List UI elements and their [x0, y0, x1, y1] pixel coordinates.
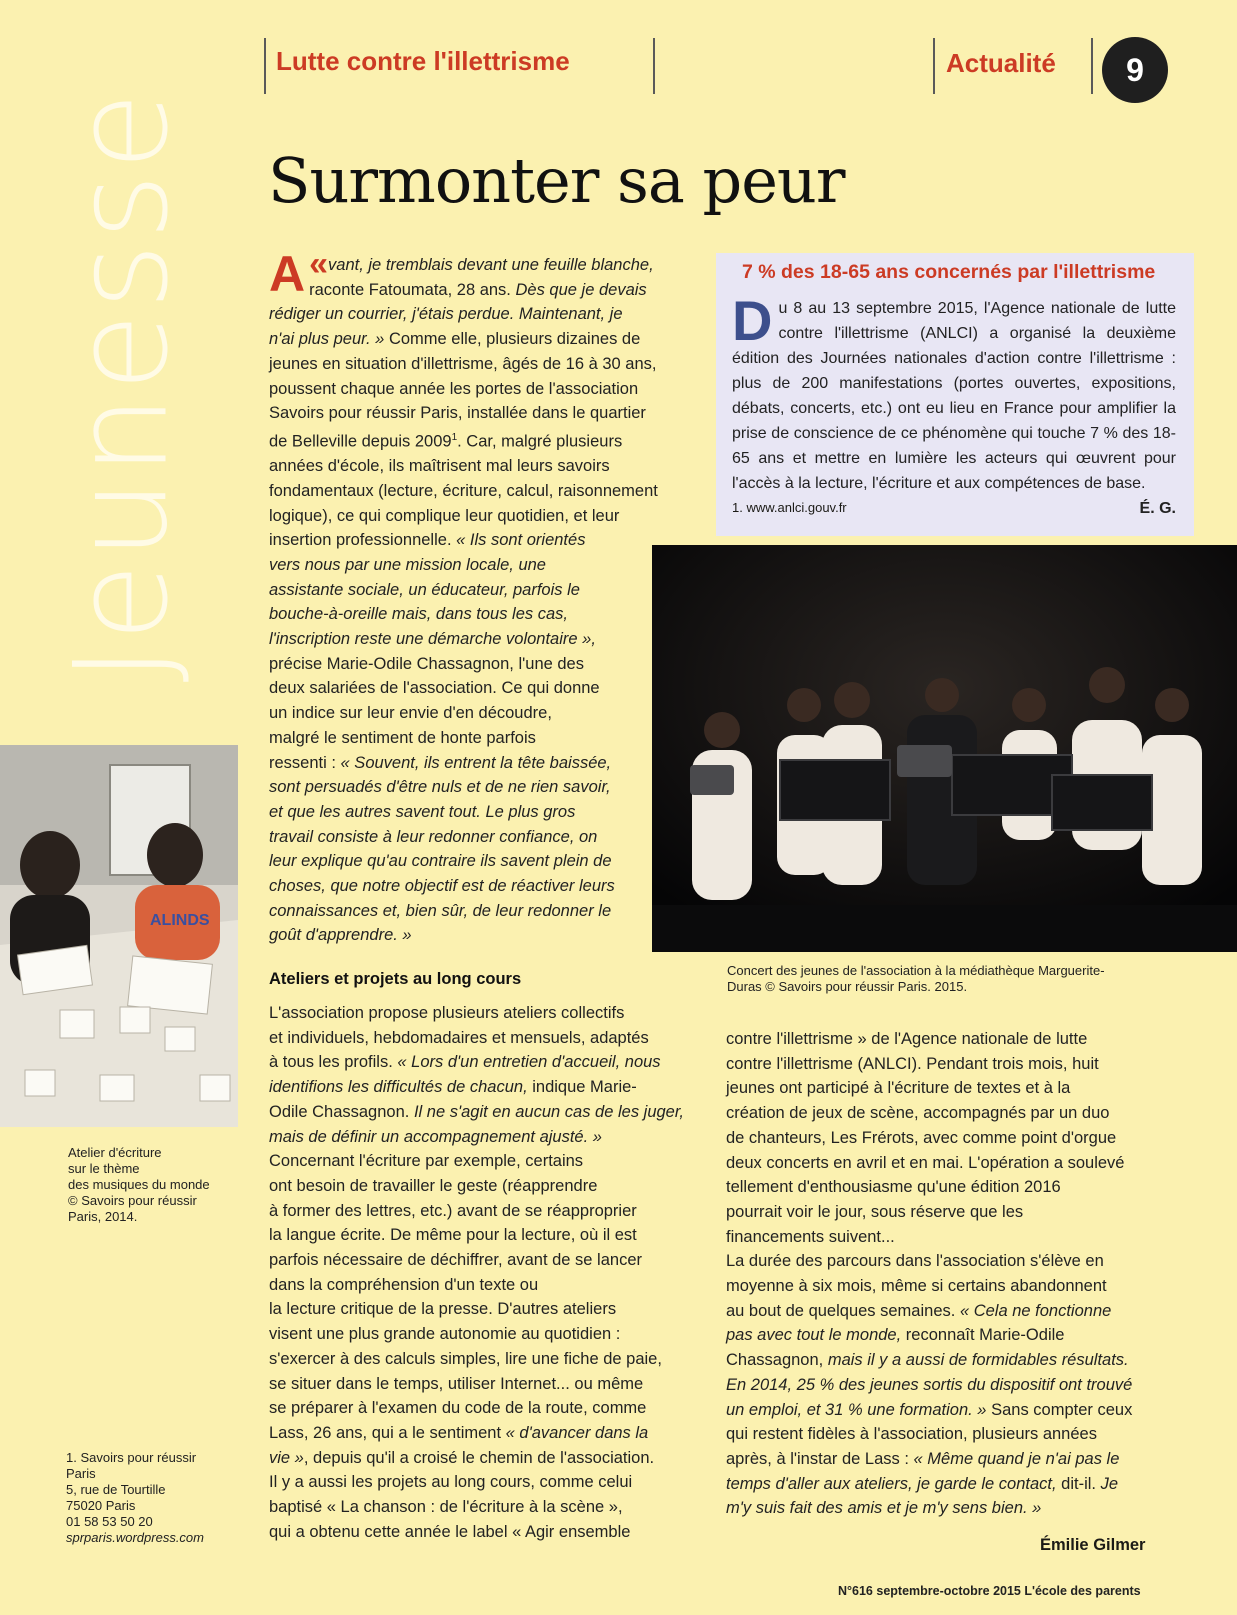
workshop-photo	[0, 745, 238, 1127]
header-rule-left	[264, 38, 266, 94]
text-line: jeunes ont participé à l'écriture de textes et à la	[726, 1079, 1071, 1098]
text-line: Odile Chassagnon.	[269, 1102, 410, 1121]
footnote-url: sprparis.wordpress.com	[66, 1530, 204, 1545]
text-line: qui restent fidèles à l'association, plusieurs années	[726, 1425, 1097, 1444]
article-intro	[269, 245, 699, 948]
text-line: contre l'illettrisme » de l'Agence nationale de lutte	[726, 1030, 1088, 1048]
text-line: se préparer à l'examen du code de la route, comme	[269, 1399, 647, 1418]
text-line: identifions les difficultés de chacun,	[269, 1078, 528, 1097]
text-line: après, à l'instar de Lass :	[726, 1449, 909, 1468]
text-line: création de jeux de scène, accompagnés par un duo	[726, 1104, 1110, 1123]
info-box-title: 7 % des 18-65 ans concernés par l'illettrisme	[742, 261, 1156, 283]
text-line: pourrait voir le jour, sous réserve que les	[726, 1202, 1024, 1221]
concert-photo	[652, 545, 1237, 952]
text-line: rédiger un courrier, j'étais perdue. Maintenant, je	[269, 305, 623, 324]
text-line: fondamentaux (lecture, écriture, calcul, raisonnement	[269, 481, 658, 500]
info-box-footnote: 1. www.anlci.gouv.fr	[732, 500, 847, 515]
text-line: qui a obtenu cette année le label « Agir ensemble	[269, 1522, 631, 1541]
caption-line: Paris, 2014.	[68, 1209, 138, 1224]
text-line: m'y suis fait des amis et je m'y sens bien. »	[726, 1499, 1042, 1518]
section-word: Jeunesse	[47, 88, 197, 682]
text-line: u 8 au 13 septembre 2015, l'Agence nationale de lutte contre	[778, 300, 1176, 342]
header-rule-middle	[653, 38, 655, 94]
issue-date: septembre-octobre 2015	[876, 1584, 1021, 1598]
info-box-signature: É. G.	[1139, 500, 1176, 517]
text-line: Concernant l'écriture par exemple, certains	[269, 1152, 584, 1171]
text-line: vant, je tremblais devant une feuille blanche,	[328, 256, 654, 274]
text-line: « Cela ne fonctionne	[959, 1301, 1112, 1320]
page-footer	[838, 1584, 1141, 1598]
text-line: logique), ce qui complique leur quotidien, et leur	[269, 506, 620, 525]
publication-name: L'école des parents	[1024, 1584, 1141, 1598]
text-line: Il y a aussi les projets au long cours, comme celui	[269, 1473, 633, 1492]
open-quote: «	[309, 245, 329, 283]
text-line: travail consiste à leur redonner confiance, on	[269, 827, 598, 846]
text-line: jeunes en situation d'illettrisme, âgés de 16 à 30 ans,	[269, 354, 657, 373]
text-line: Sans compter ceux	[991, 1400, 1133, 1419]
text-line: dit-il.	[1061, 1474, 1097, 1493]
text-line: la lecture critique de la presse. D'autres ateliers	[269, 1300, 617, 1319]
text-line: , depuis qu'il a croisé le chemin de l'association.	[303, 1448, 655, 1467]
shirt-print: ALINDS	[150, 912, 210, 929]
text-line: 200 manifestations (portes ouvertes, expositions, débats,	[732, 375, 1176, 417]
text-line: L'association propose plusieurs ateliers collectifs	[269, 1004, 625, 1022]
text-line: mettre en lumière les acteurs qui œuvrent pour l'accès à la	[732, 450, 1176, 492]
workshop-caption	[68, 1145, 238, 1225]
text-line: « Même quand je n'ai pas le	[913, 1449, 1120, 1468]
text-line: un indice sur leur envie d'en découdre,	[269, 704, 552, 723]
text-line: « Ils sont orientés	[456, 531, 586, 550]
caption-line: Concert des jeunes de l'association à la médiathèque Marguerite-	[727, 963, 1105, 978]
text-line: assistante sociale, un éducateur, parfois le	[269, 580, 580, 599]
header-rule-number	[1091, 38, 1093, 94]
text-line: au bout de quelques semaines.	[726, 1301, 956, 1320]
text-line: précise Marie-Odile Chassagnon, l'une des	[269, 654, 584, 673]
workshop-photo-illustration	[0, 745, 238, 1127]
text-line: La durée des parcours dans l'association s'élève en	[726, 1252, 1104, 1271]
text-line: visent une plus grande autonomie au quotidien :	[269, 1325, 621, 1344]
text-line: moyenne à six mois, même si certains abandonnent	[726, 1277, 1107, 1296]
concert-photo-illustration	[652, 545, 1237, 952]
text-line: à former des lettres, etc.) avant de se réapproprier	[269, 1201, 637, 1220]
dropcap-d: D	[732, 289, 773, 352]
article-body-right	[726, 1027, 1161, 1521]
caption-line: © Savoirs pour réussir	[68, 1193, 197, 1208]
text-line: pas avec tout le monde,	[726, 1326, 902, 1345]
header-title: Lutte contre l'illettrisme	[276, 46, 570, 76]
text-line: « Souvent, ils entrent la tête baissée,	[340, 753, 612, 772]
text-line: un emploi, et 31 % une formation. »	[726, 1400, 987, 1419]
text-line: vie »	[269, 1448, 304, 1467]
info-box	[716, 253, 1194, 536]
text-line: sont persuadés d'être nuls et de ne rien savoir,	[269, 778, 611, 797]
text-line: parfois nécessaire de déchiffrer, avant de se lancer	[269, 1251, 642, 1270]
section-word-vertical	[47, 55, 197, 715]
text-line: vers nous par une mission locale, une	[269, 555, 546, 574]
text-line: ressenti :	[269, 753, 336, 772]
text-line: et individuels, hebdomadaires et mensuels, adaptés	[269, 1028, 649, 1047]
text-line: Savoirs pour réussir Paris, installée dans le quartier	[269, 404, 646, 423]
text-line: Chassagnon,	[726, 1351, 824, 1370]
text-line: contre l'illettrisme (ANLCI). Pendant trois mois, huit	[726, 1054, 1099, 1073]
article-body-left	[269, 1001, 699, 1544]
text-line: se situer dans le temps, utiliser Internet... ou même	[269, 1374, 644, 1393]
text-line: deux concerts en avril et en mai. L'opération a soulevé	[726, 1153, 1125, 1172]
text-line: concerts, etc.) ont eu lieu en France pour amplifier la prise de	[732, 400, 1177, 442]
text-line: indique Marie-	[532, 1078, 637, 1097]
footnote-line: 5, rue de Tourtille	[66, 1482, 166, 1497]
text-line: En 2014, 25 % des jeunes sortis du dispositif ont trouvé	[726, 1375, 1133, 1394]
text-line: tellement d'enthousiasme qu'une édition 2016	[726, 1178, 1061, 1197]
text-line: goût d'apprendre. »	[269, 926, 412, 945]
header-rule-right	[933, 38, 935, 94]
concert-caption	[727, 963, 1187, 995]
byline: Émilie Gilmer	[1040, 1536, 1146, 1554]
text-line: deux salariées de l'association. Ce qui donne	[269, 679, 600, 698]
caption-line: des musiques du monde	[68, 1177, 210, 1192]
text-line: choses, que notre objectif est de réactiver leurs	[269, 877, 615, 896]
text-line: s'exercer à des calculs simples, lire une fiche de paie,	[269, 1349, 662, 1368]
issue-number: N°616	[838, 1584, 873, 1598]
text-line: « Lors d'un entretien d'accueil, nous	[397, 1053, 661, 1072]
text-line: Dès que je devais	[515, 280, 647, 299]
text-line: reconnaît Marie-Odile	[905, 1326, 1065, 1345]
text-line: ont besoin de travailler le geste (réapprendre	[269, 1176, 598, 1195]
text-line: insertion professionnelle.	[269, 531, 452, 550]
text-line: mais il y a aussi de formidables résultats.	[827, 1351, 1129, 1370]
text-line: bouche-à-oreille mais, dans tous les cas,	[269, 605, 568, 624]
text-line: financements suivent...	[726, 1227, 895, 1246]
text-line: Journées nationales d'action contre l'illettrisme : plus de	[732, 350, 1177, 392]
text-line: de chanteurs, Les Frérots, avec comme point d'orgue	[726, 1128, 1117, 1147]
text-line: « d'avancer dans la	[505, 1423, 649, 1442]
footnote-line: Paris	[66, 1466, 96, 1481]
footnote-line: 75020 Paris	[66, 1498, 136, 1513]
header-section: Actualité	[946, 48, 1056, 78]
text-line: connaissances et, bien sûr, de leur redonner le	[269, 901, 612, 920]
text-line: dans la compréhension d'un texte ou	[269, 1275, 539, 1294]
text-line: malgré le sentiment de honte parfois	[269, 728, 536, 747]
footnote	[66, 1450, 266, 1546]
text-line: conscience de ce phénomène qui touche 7 % des 18-65 ans et	[732, 425, 1177, 467]
text-line: . Car, malgré plusieurs	[457, 432, 623, 451]
text-line: temps d'aller aux ateliers, je garde le contact,	[726, 1474, 1057, 1493]
text-line: de Belleville depuis 2009	[269, 432, 452, 451]
footnote-ref: 1	[451, 431, 458, 443]
caption-line: sur le thème	[68, 1161, 140, 1176]
text-line: n'ai plus peur. »	[269, 330, 385, 349]
text-line: leur explique qu'au contraire ils savent plein de	[269, 852, 612, 871]
subhead: Ateliers et projets au long cours	[269, 970, 522, 988]
text-line: à tous les profils.	[269, 1053, 393, 1072]
text-line: mais de définir un accompagnement ajusté. »	[269, 1127, 602, 1146]
footnote-line: 01 58 53 50 20	[66, 1514, 153, 1529]
headline: Surmonter sa peur	[268, 144, 845, 217]
text-line: la langue écrite. De même pour la lecture, où il est	[269, 1226, 637, 1245]
text-line: Je	[1100, 1474, 1119, 1493]
footnote-line: 1. Savoirs pour réussir	[66, 1450, 197, 1465]
text-line: l'illettrisme (ANLCI) a organisé la deuxième édition des	[732, 325, 1177, 367]
text-line: Il ne s'agit en aucun cas de les juger,	[413, 1102, 685, 1121]
text-line: années d'école, ils maîtrisent mal leurs savoirs	[269, 457, 610, 476]
text-line: baptisé « La chanson : de l'écriture à la scène »,	[269, 1498, 623, 1517]
text-line: poussent chaque année les portes de l'association	[269, 379, 639, 398]
text-line: Comme elle, plusieurs dizaines de	[388, 330, 641, 349]
page-number: 9	[1102, 37, 1168, 103]
text-line: raconte Fatoumata, 28 ans.	[309, 280, 511, 299]
caption-line: Duras © Savoirs pour réussir Paris. 2015.	[727, 979, 968, 994]
dropcap-a: A	[269, 246, 306, 302]
text-line: l'inscription reste une démarche volontaire »,	[269, 630, 596, 649]
text-line: Lass, 26 ans, qui a le sentiment	[269, 1423, 502, 1442]
caption-line: Atelier d'écriture	[68, 1145, 162, 1160]
text-line: et que les autres savent tout. Le plus gros	[269, 802, 576, 821]
text-line: lecture, l'écriture et aux compétences de base.	[815, 475, 1146, 492]
